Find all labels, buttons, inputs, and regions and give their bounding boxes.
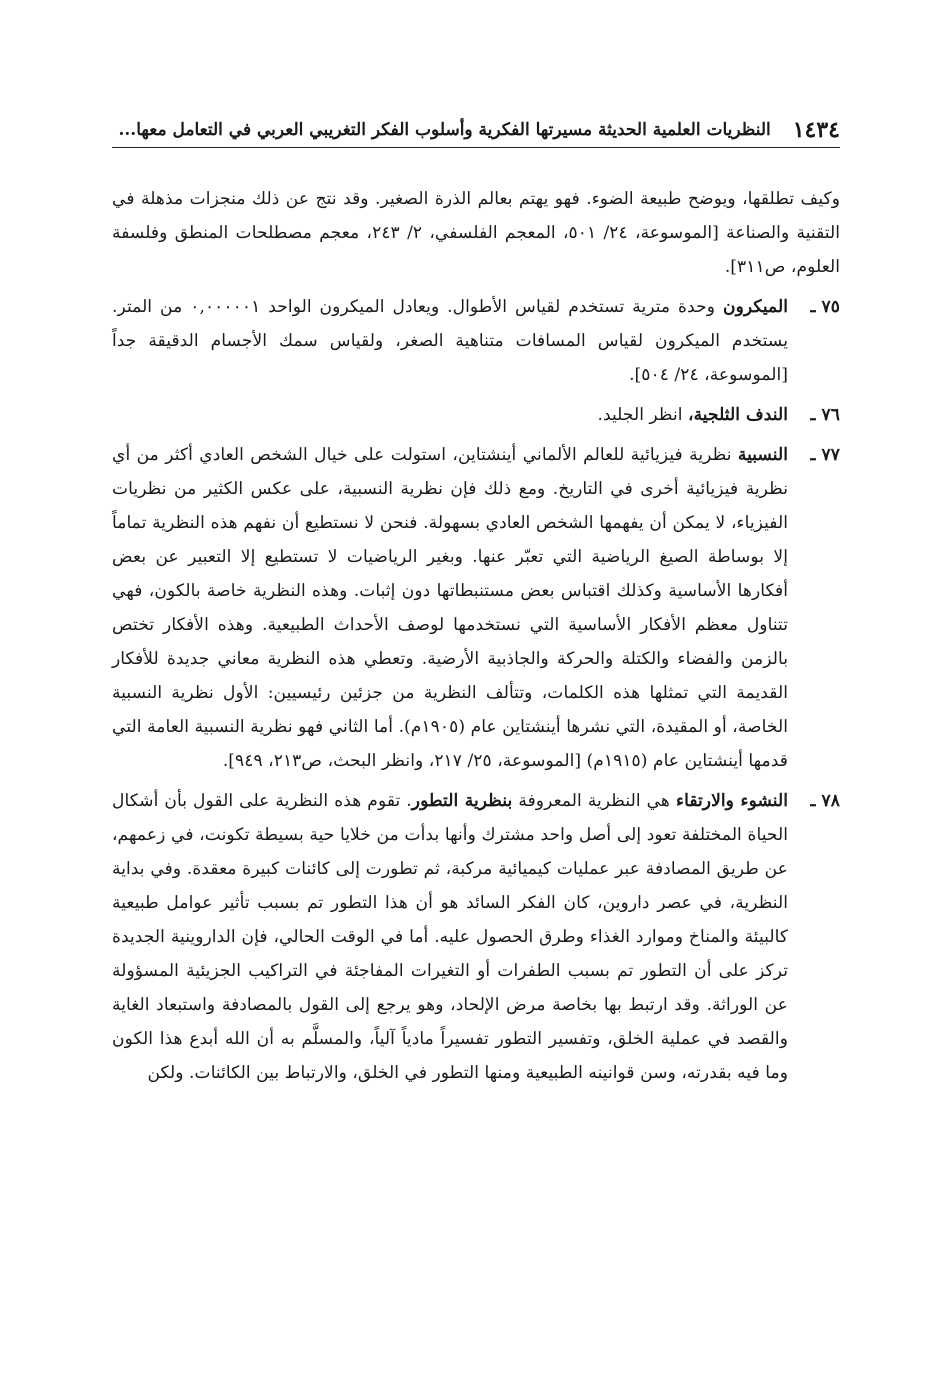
entry-text: . تقوم هذه النظرية على القول بأن أشكال الحياة المختلفة تعود إلى أصل واحد مشترك وأنها بدأت من خلايا حية بسيطة تكونت، في زعمهم، عن طريق المصادفة عبر عمليات كيميائية مركبة، ثم تطورت إلى كائنات كبيرة معقدة. وفي بداية النظرية، في عصر داروين، كان الفكر السائد هو أن هذا التطور تم بسبب تأثير عوامل طبيعية كالبيئة والمناخ وموارد الغذاء وطرق الحصول عليه. أما في الوقت الحالي، فإن الداروينية الجديدة تركز على أن التطور تم بسبب الطفرات أو التغيرات المفاجئة في التراكيب الجزيئية المسؤولة عن الوراثة. وقد ارتبط بها بخاصة مرض الإلحاد، وهو يرجع إلى القول بالمصادفة واستبعاد الغاية والقصد في عملية الخلق، وتفسير التطور تفسيراً مادياً آلياً، والمسلَّم به أن الله أبدع هذا الكون وما فيه بقدرته، وسن قوانينه الطبيعية ومنها التطور في الخلق، والارتباط بين الكائنات. ولكن — [112, 791, 788, 1083]
entry-inline-term: بنظرية التطور — [411, 791, 513, 811]
entry-text: انظر الجليد. — [597, 405, 689, 425]
glossary-entry-75 — [112, 290, 840, 392]
entry-number: ٧٧ ـ — [810, 445, 840, 465]
entry-text: وحدة مترية تستخدم لقياس الأطوال. ويعادل الميكرون الواحد ٠,٠٠٠٠٠١ من المتر. يستخدم الميكرون لقياس المسافات متناهية الصغر، ولقياس سمك الأجسام الدقيقة جداً [الموسوعة، ٢٤/ ٥٠٤]. — [112, 297, 788, 385]
glossary-entry-78 — [112, 784, 840, 1090]
glossary-entry-77 — [112, 438, 840, 778]
entry-term: الميكرون — [722, 297, 788, 317]
entry-text: نظرية فيزيائية للعالم الألماني أينشتاين، استولت على خيال الشخص العادي أكثر من أي نظرية فيزيائية أخرى في التاريخ. ومع ذلك فإن نظرية النسبية، على عكس الكثير من نظريات الفيزياء، لا يمكن أن يفهمها الشخص العادي بسهولة. فنحن لا نستطيع أن نفهم هذه النظرية تماماً إلا بوساطة الصيغ الرياضية التي تعبّر عنها. وبغير الرياضيات لا تستطيع إلا التعبير عن بعض أفكارها الأساسية وكذلك اقتباس بعض مستنبطاتها دون إثبات. وهذه النظرية خاصة بالكون، فهي تتناول معظم الأفكار الأساسية التي نستخدمها لوصف الأحداث الطبيعية. وهذه الأفكار تختص بالزمن والفضاء والكتلة والحركة والجاذبية الأرضية. وتعطي هذه النظرية معاني جديدة للأفكار القديمة التي تمثلها هذه الكلمات، وتتألف النظرية من جزئين رئيسيين: الأول نظرية النسبية الخاصة، أو المقيدة، التي نشرها أينشتاين عام (١٩٠٥م). أما الثاني فهو نظرية النسبية العامة التي قدمها أينشتاين عام (١٩١٥م) [الموسوعة، ٢٥/ ٢١٧، وانظر البحث، ص٢١٣، ٩٤٩]. — [112, 445, 788, 771]
entry-term: الندف الثلجية، — [688, 405, 788, 425]
entry-number: ٧٦ ـ — [810, 405, 840, 425]
running-title: النظريات العلمية الحديثة مسيرتها الفكرية وأسلوب الفكر التغريبي العربي في التعامل معها... — [118, 120, 771, 140]
continuation-paragraph: وكيف تطلقها، ويوضح طبيعة الضوء. فهو يهتم بعالم الذرة الصغير. وقد نتج عن ذلك منجزات مذهلة في التقنية والصناعة [الموسوعة، ٢٤/ ٥٠١، المعجم الفلسفي، ٢/ ٢٤٣، معجم مصطلحات المنطق وفلسفة العلوم، ص٣١١]. — [112, 189, 840, 277]
page-header — [112, 108, 840, 148]
page-number: ١٤٣٤ — [792, 117, 840, 143]
entry-number: ٧٨ ـ — [810, 791, 840, 811]
book-page — [112, 108, 840, 1358]
entry-term: النشوء والارتقاء — [676, 791, 788, 811]
entry-term: النسبية — [737, 445, 788, 465]
entry-number: ٧٥ ـ — [810, 297, 840, 317]
page-body — [112, 182, 840, 1090]
glossary-entry-76 — [112, 398, 840, 432]
entry-text-lead: هي النظرية المعروفة — [512, 791, 676, 811]
